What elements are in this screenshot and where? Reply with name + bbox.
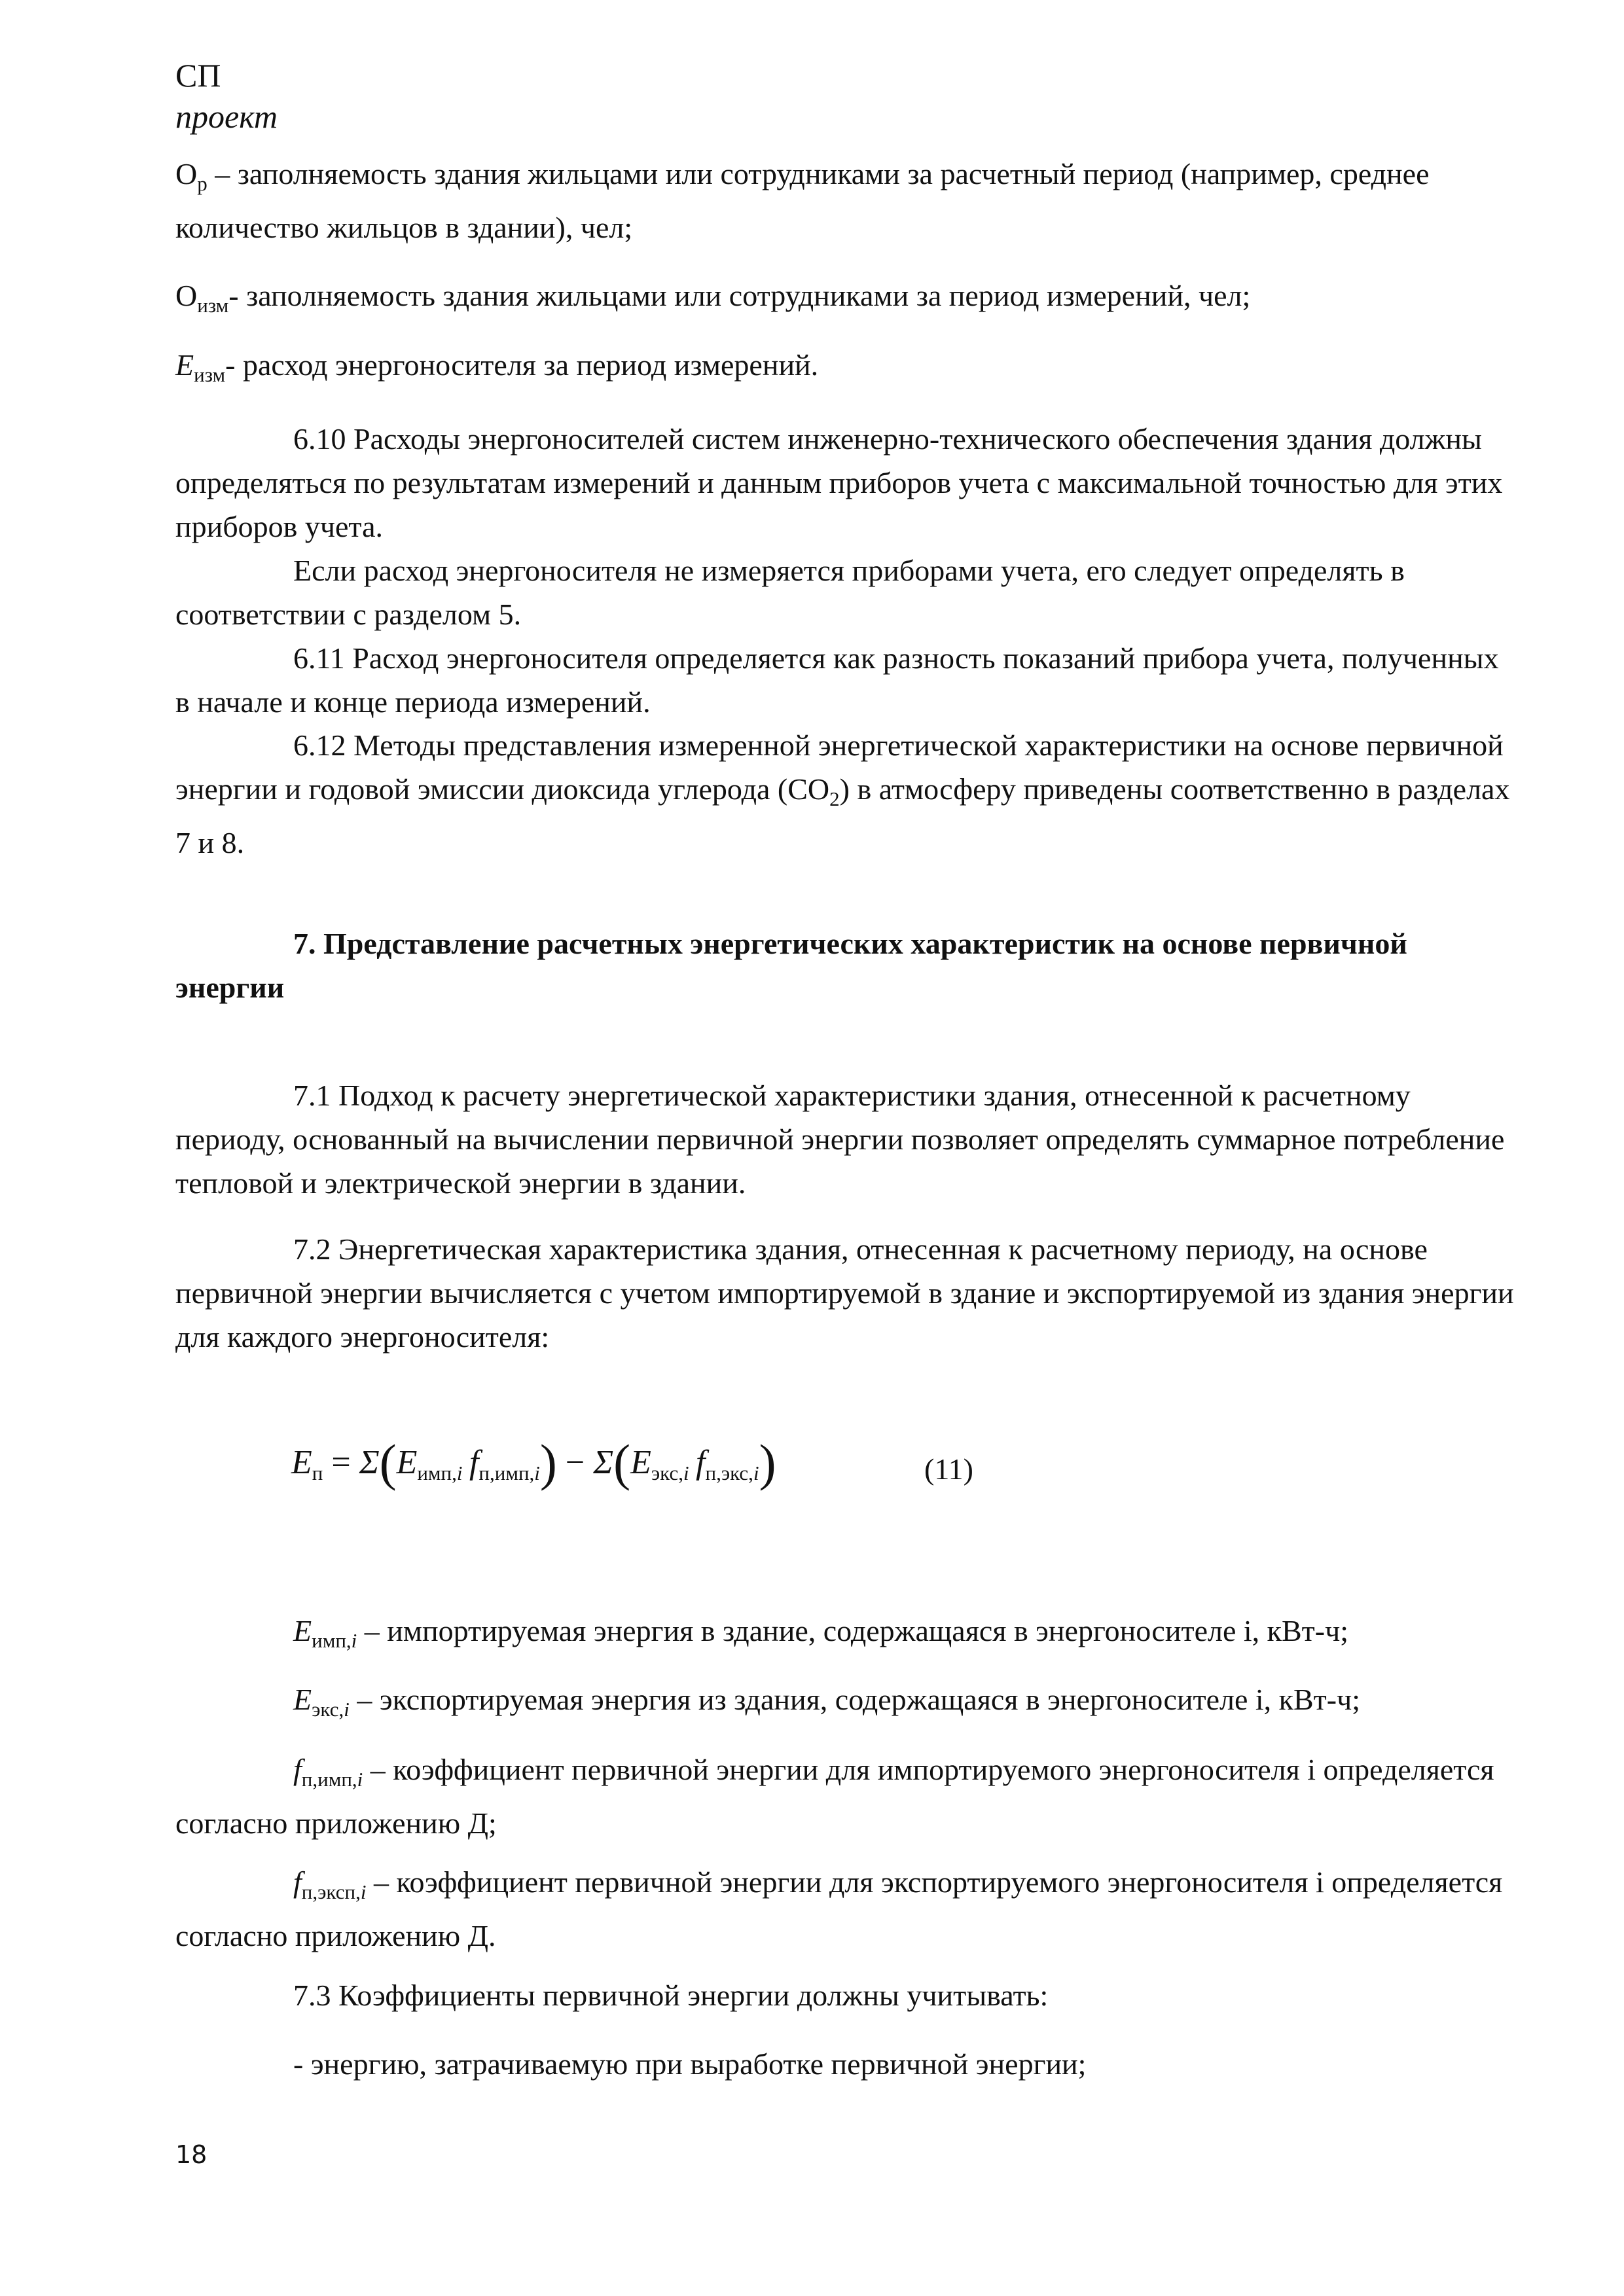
paragraph-6-10-note: Если расход энергоносителя не измеряется приборами учета, его следует определять в соответствии с разделом 5. bbox=[175, 554, 1405, 631]
equation-number: (11) bbox=[924, 1452, 973, 1486]
paragraph-7-1: 7.1 Подход к расчету энергетической характеристики здания, отнесенной к расчетному периоду, основанный на вычислении первичной энергии позволяет определять суммарное потребление тепловой и электрической энергии в здании. bbox=[175, 1079, 1505, 1200]
paragraph-6-10: 6.10 Расходы энергоносителей систем инженерно-технического обеспечения здания должны определяться по результатам измерений и данным приборов учета с максимальной точностью для этих приборов учета. bbox=[175, 422, 1503, 543]
paragraph-7-2: 7.2 Энергетическая характеристика здания, отнесенная к расчетному периоду, на основе первичной энергии вычисляется с учетом импортируемой в здание и экспортируемой из здания энергии для каждого энергоносителя: bbox=[175, 1232, 1514, 1354]
paragraph-6-12: 6.12 Методы представления измеренной энергетической характеристики на основе первичной энергии и годовой эмиссии диоксида углерода $(CO_2)$ в атмосферу приведены соответственно в разделах 7 и 8. bbox=[175, 728, 1510, 859]
definition-f-export: $f_{п,эксп,i}$ – коэффициент первичной энергии для экспортируемого энергоносителя i определяется согласно приложению Д. bbox=[175, 1865, 1503, 1952]
page-number: 18 bbox=[175, 2140, 208, 2169]
list-item: - энергию, затрачиваемую при выработке первичной энергии; bbox=[293, 2047, 1087, 2081]
section-7-heading: 7. Представление расчетных энергетических характеристик на основе первичной энергии bbox=[175, 927, 1407, 1004]
paragraph-7-3: 7.3 Коэффициенты первичной энергии должны учитывать: bbox=[293, 1979, 1049, 2012]
symbol-o: O bbox=[175, 157, 198, 190]
paragraph-6-11: 6.11 Расход энергоносителя определяется как разность показаний прибора учета, полученных в начале и конце периода измерений. bbox=[175, 641, 1499, 719]
document-code: СП bbox=[175, 57, 221, 94]
document-status: проект bbox=[175, 98, 278, 135]
definition-e-export: $E_{экс,i}$ – экспортируемая энергия из здания, содержащаяся в энергоносителе i, кВт-ч; bbox=[293, 1683, 1361, 1721]
definition-f-import: $f_{п,имп,i}$ – коэффициент первичной энергии для импортируемого энергоносителя i определяется согласно приложению Д; bbox=[175, 1753, 1494, 1840]
definition-occupancy-measurement: $O_{изм}-$ заполняемость здания жильцами или сотрудниками за период измерений, чел; bbox=[175, 279, 1251, 317]
symbol-e: E bbox=[175, 348, 194, 382]
formula-11: $E_п = \Sigma(E_{имп,}i$ $f_{п,имп,}i) - \Sigma(E_{экс,}i$ $f_{п,экс,}i$) bbox=[291, 1434, 776, 1491]
definition-e-import: $E_{имп,i}$ – импортируемая энергия в здание, содержащаяся в энергоносителе i, кВт-ч; bbox=[293, 1614, 1349, 1652]
definition-occupancy-period: $O_p$ – заполняемость здания жильцами или сотрудниками за расчетный период (например, среднее количество жильцов в здании), чел; bbox=[175, 157, 1430, 244]
symbol-o: O bbox=[175, 279, 198, 312]
definition-energy-measurement: $E_{изм}-$ расход энергоносителя за период измерений. bbox=[175, 348, 819, 386]
